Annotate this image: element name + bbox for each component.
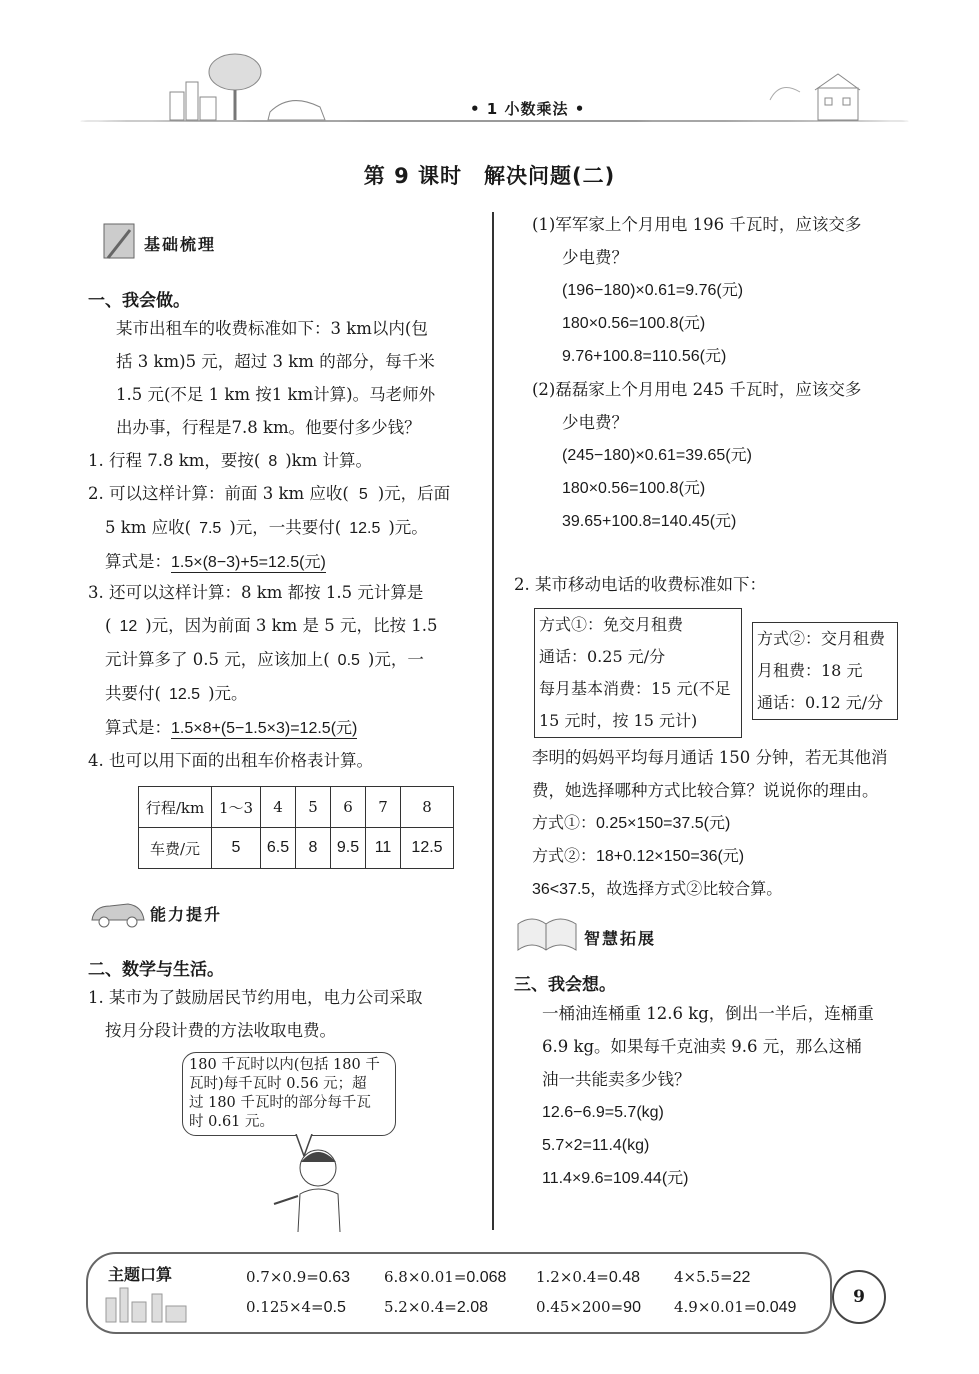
q2-answer-line: 36<37.5，故选择方式②比较合算。 [532, 881, 783, 898]
question-1 [88, 444, 488, 478]
p1-answer: (196−180)×0.61=9.76(元) [562, 282, 744, 299]
q2-text-line: 费，她选择哪种方式比较合算？说说你的理由。 [532, 781, 879, 800]
section-2-heading: 二、数学与生活。 [88, 960, 224, 980]
p1-line: 少电费？ [562, 248, 628, 267]
plan-2-line: 月租费：18 元 [757, 661, 863, 680]
table-cell: 8 [401, 787, 454, 828]
s3-answer-line: 12.6−6.9=5.7(kg) [542, 1104, 664, 1121]
q2-text: )元，一共要付( [229, 518, 342, 537]
column-divider [492, 212, 494, 1230]
oral-expr: 4×5.5= [674, 1268, 733, 1286]
table-cell: 7 [366, 787, 401, 828]
p2-line: (2)磊磊家上个月用电 245 千瓦时，应该交多 [532, 380, 862, 399]
slide-icon [100, 220, 144, 264]
plan-1-box [534, 608, 742, 738]
p1-answer: 9.76+100.8=110.56(元) [562, 348, 727, 365]
oral-answer: 0.5 [323, 1299, 346, 1316]
skyline-illustration [96, 1284, 196, 1324]
p2-line: 少电费？ [562, 413, 628, 432]
oral-item [674, 1268, 750, 1287]
table-head: 车费/元 [139, 828, 212, 869]
intro-line: 括 3 km)5 元，超过 3 km 的部分，每千米 [116, 352, 435, 371]
table-head: 行程/km [139, 787, 212, 828]
table-cell: 8 [296, 828, 331, 869]
oral-expr: 4.9×0.01= [674, 1298, 757, 1316]
oral-answer: 0.48 [608, 1269, 640, 1286]
plan-1-line: 通话：0.25 元/分 [539, 647, 666, 666]
section-1-heading: 一、我会做。 [88, 291, 190, 311]
page-title: 第 9 课时 解决问题(二) [363, 164, 616, 188]
oral-expr: 0.125×4= [246, 1298, 324, 1316]
badge-ability-label: 能力提升 [150, 905, 223, 924]
q3-text: )元，因为前面 3 km 是 5 元，比按 1.5 [145, 616, 438, 635]
plan-2-line: 通话：0.12 元/分 [757, 693, 884, 712]
oral-expr: 5.2×0.4= [384, 1298, 457, 1316]
q3-formula: 1.5×8+(5−1.5×3)=12.5(元) [171, 720, 358, 737]
q2-answer-1: 5 [358, 486, 368, 503]
page-number: 9 [832, 1270, 886, 1324]
bubble-line: 过 180 千瓦时的部分每千瓦 [189, 1095, 371, 1111]
s3-text-line: 6.9 kg。如果每千克油卖 9.6 元，那么这桶 [542, 1037, 862, 1056]
question-2 [88, 477, 488, 579]
table-row [139, 828, 454, 869]
q2-formula-label: 算式是： [105, 552, 171, 571]
p2-answer: (245−180)×0.61=39.65(元) [562, 447, 752, 464]
table-cell: 9.5 [331, 828, 366, 869]
p1-line: (1)军军家上个月用电 196 千瓦时，应该交多 [532, 215, 862, 234]
oral-calc-label: 主题口算 [108, 1265, 173, 1284]
q3-text: 共要付( [105, 684, 161, 703]
plan-1-line: 方式①：免交月租费 [539, 615, 684, 634]
oral-expr: 0.7×0.9= [246, 1268, 319, 1286]
bubble-line: 时 0.61 元。 [189, 1114, 275, 1130]
speech-bubble [182, 1052, 396, 1136]
bubble-line: 180 千瓦时以内(包括 180 千 [189, 1057, 380, 1073]
q2-text-line: 李明的妈妈平均每月通话 150 分钟，若无其他消 [532, 748, 888, 767]
q2-answer-2: 7.5 [199, 520, 222, 537]
question-4: 4. 也可以用下面的出租车价格表计算。 [88, 751, 373, 770]
section-3-heading: 三、我会想。 [514, 975, 616, 995]
q2-answer-line: 方式①：0.25×150=37.5(元) [532, 815, 731, 832]
oral-answer: 0.049 [756, 1299, 797, 1316]
table-cell: 5 [212, 828, 261, 869]
plan-2-box [752, 622, 898, 720]
s2-q2-text [532, 741, 932, 906]
s2-q1-line: 按月分段计费的方法收取电费。 [105, 1021, 336, 1040]
oral-expr: 1.2×0.4= [536, 1268, 609, 1286]
badge-wisdom-label: 智慧拓展 [584, 929, 657, 948]
q2-answer-line: 方式②：18+0.12×150=36(元) [532, 848, 745, 865]
q1-answer: 8 [268, 453, 278, 470]
fare-table [138, 786, 454, 869]
table-cell: 4 [261, 787, 296, 828]
q2-answer-3: 12.5 [349, 520, 381, 537]
oral-item [246, 1268, 350, 1287]
intro-line: 出办事，行程是7.8 km。他要付多少钱？ [116, 418, 421, 437]
q3-text: 元计算多了 0.5 元，应该加上( [105, 650, 330, 669]
oral-answer: 0.068 [466, 1269, 507, 1286]
q3-answer-1: 12 [119, 618, 138, 635]
oral-calc-panel [86, 1252, 832, 1334]
badge-basic-label: 基础梳理 [144, 235, 217, 254]
bubble-line: 瓦时)每千瓦时 0.56 元；超 [189, 1076, 367, 1092]
badge-ability [88, 890, 278, 934]
q1-text: 1. 行程 7.8 km，要按( [88, 451, 261, 470]
badge-wisdom [514, 914, 714, 958]
plan-1-line: 15 元时，按 15 元计) [539, 711, 698, 730]
house-illustration [760, 70, 870, 122]
table-cell: 1～3 [212, 787, 261, 828]
s3-answer-line: 11.4×9.6=109.44(元) [542, 1170, 689, 1187]
oral-expr: 0.45×200= [536, 1298, 624, 1316]
s2-part-2 [532, 373, 922, 538]
boy-illustration [268, 1134, 358, 1234]
car-icon [88, 894, 148, 930]
q3-text: 3. 还可以这样计算：8 km 都按 1.5 元计算是 [88, 583, 424, 602]
table-cell: 5 [296, 787, 331, 828]
q3-formula-label: 算式是： [105, 718, 171, 737]
p2-answer: 180×0.56=100.8(元) [562, 480, 706, 497]
s2-question-1 [88, 981, 488, 1047]
q2-text: 2. 可以这样计算：前面 3 km 应收( [88, 484, 349, 503]
q3-text: )元。 [208, 684, 248, 703]
q3-text: )元，一 [367, 650, 424, 669]
header-rule [80, 120, 909, 122]
q2-text: )元，后面 [377, 484, 451, 503]
oral-item [384, 1268, 506, 1287]
table-cell: 11 [366, 828, 401, 869]
table-row [139, 787, 454, 828]
oral-item [674, 1298, 796, 1317]
s3-answer-line: 5.7×2=11.4(kg) [542, 1137, 650, 1154]
intro-line: 某市出租车的收费标准如下：3 km以内(包 [116, 319, 428, 338]
section-3-body [542, 997, 922, 1195]
oral-item [536, 1268, 640, 1287]
table-cell: 6.5 [261, 828, 296, 869]
oral-item [384, 1298, 488, 1317]
section-1-intro [116, 312, 486, 444]
chapter-header: • 1 小数乘法 • [470, 100, 586, 118]
plan-1-line: 每月基本消费：15 元(不足 [539, 679, 731, 698]
q3-answer-2: 0.5 [337, 652, 360, 669]
s3-text-line: 一桶油连桶重 12.6 kg，倒出一半后，连桶重 [542, 1004, 874, 1023]
oral-answer: 22 [732, 1269, 751, 1286]
oral-expr: 6.8×0.01= [384, 1268, 467, 1286]
header-illustration [150, 52, 350, 122]
q2-formula: 1.5×(8−3)+5=12.5(元) [171, 554, 326, 571]
oral-answer: 90 [623, 1299, 641, 1316]
q1-text-end: )km 计算。 [285, 451, 373, 470]
p1-answer: 180×0.56=100.8(元) [562, 315, 706, 332]
badge-basic [100, 220, 280, 264]
question-3 [88, 576, 488, 745]
p2-answer: 39.65+100.8=140.45(元) [562, 513, 737, 530]
q2-text: )元。 [388, 518, 428, 537]
plan-2-line: 方式②：交月租费 [757, 629, 886, 648]
q3-text: ( [105, 616, 112, 635]
q2-text: 5 km 应收( [105, 518, 192, 537]
oral-item [536, 1298, 641, 1317]
s2-q1-line: 1. 某市为了鼓励居民节约用电，电力公司采取 [88, 988, 423, 1007]
table-cell: 12.5 [401, 828, 454, 869]
book-icon [514, 916, 580, 956]
s3-text-line: 油一共能卖多少钱？ [542, 1070, 691, 1089]
oral-answer: 2.08 [456, 1299, 488, 1316]
q3-answer-3: 12.5 [168, 686, 201, 703]
s2-question-2: 2. 某市移动电话的收费标准如下： [514, 575, 766, 594]
intro-line: 1.5 元(不足 1 km 按1 km计算)。马老师外 [116, 385, 436, 404]
table-cell: 6 [331, 787, 366, 828]
s2-part-1 [532, 208, 922, 373]
oral-answer: 0.63 [318, 1269, 350, 1286]
oral-item [246, 1298, 346, 1317]
